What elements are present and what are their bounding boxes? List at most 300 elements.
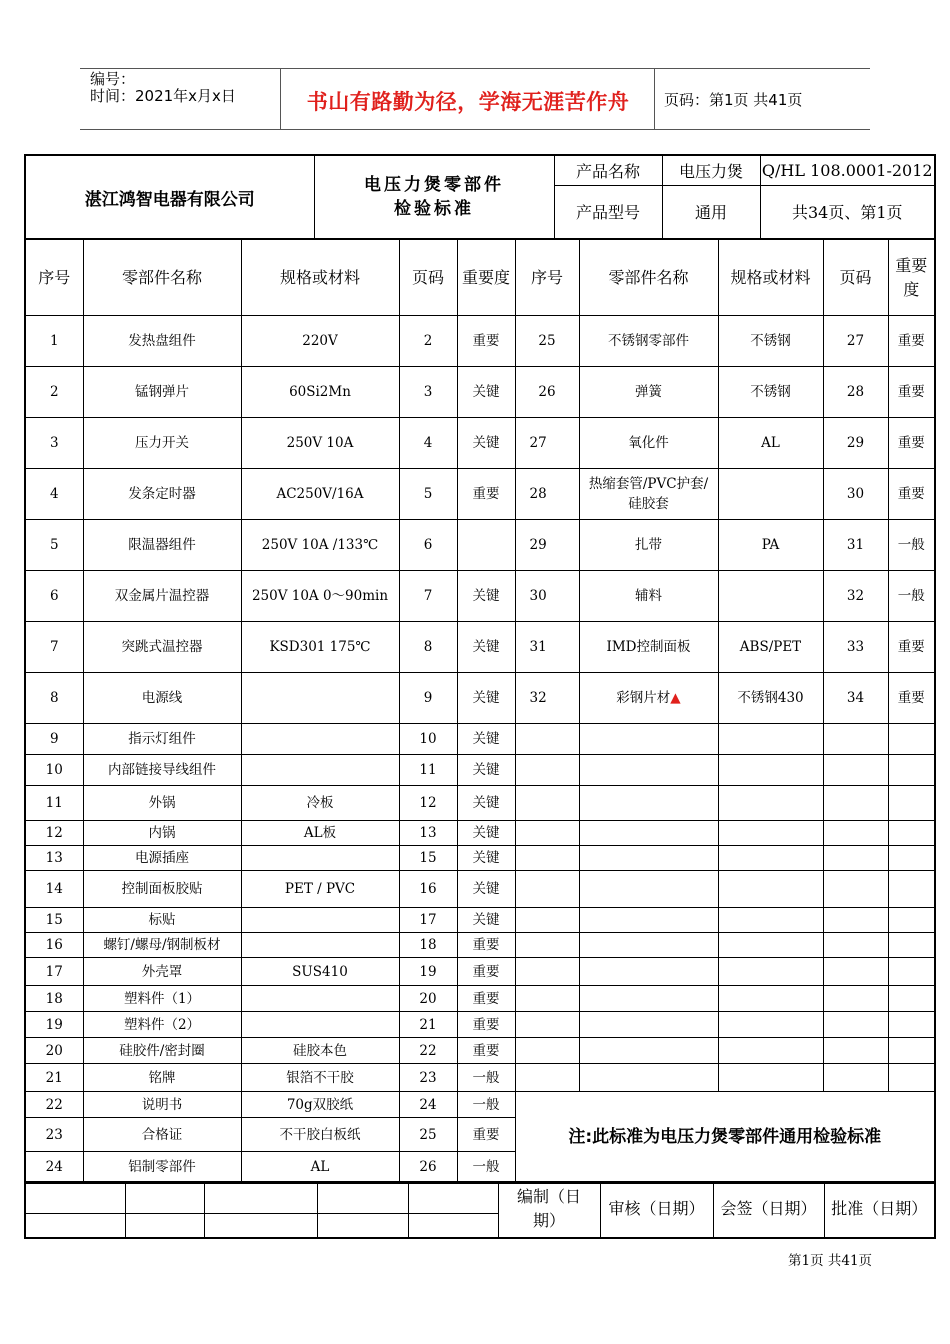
empty-cell (823, 755, 888, 786)
part-name: 标贴 (83, 908, 241, 933)
part-spec (718, 469, 823, 520)
part-importance: 关键 (457, 821, 515, 846)
part-name-text: 扎带 (635, 537, 662, 553)
table-row (25, 316, 935, 367)
part-spec: 250V 10A 0～90min (241, 571, 399, 622)
empty-cell (888, 1064, 935, 1092)
col-header-name: 零部件名称 (579, 240, 718, 316)
part-page: 25 (399, 1118, 457, 1152)
part-importance: 重要 (457, 469, 515, 520)
part-importance: 重要 (888, 316, 935, 367)
part-spec: AL (241, 1152, 399, 1183)
signoff-blank-cell (25, 1214, 125, 1238)
empty-cell (515, 846, 579, 871)
empty-cell (579, 786, 718, 821)
part-spec: 硅胶本色 (241, 1038, 399, 1064)
col-header-seq: 序号 (515, 240, 579, 316)
empty-cell (888, 1012, 935, 1038)
part-name-text: 热缩套管/PVC护套/硅胶套 (588, 476, 709, 512)
empty-cell (718, 1064, 823, 1092)
empty-cell (888, 871, 935, 908)
part-spec (241, 1012, 399, 1038)
part-name-text: 弹簧 (635, 384, 662, 400)
empty-cell (888, 933, 935, 958)
part-spec: SUS410 (241, 958, 399, 986)
part-spec: 不锈钢 (718, 316, 823, 367)
part-seq: 1 (25, 316, 83, 367)
part-importance: 重要 (888, 673, 935, 724)
part-spec: 250V 10A /133℃ (241, 520, 399, 571)
signoff-blank-cell (204, 1214, 317, 1238)
part-name: 说明书 (83, 1092, 241, 1118)
part-name: 螺钉/螺母/钢制板材 (83, 933, 241, 958)
empty-cell (823, 1038, 888, 1064)
part-seq: 12 (25, 821, 83, 846)
table-row (25, 571, 935, 622)
empty-cell (718, 958, 823, 986)
signoff-blank-cell (317, 1182, 408, 1214)
part-seq: 4 (25, 469, 83, 520)
product-name-label: 产品名称 (554, 155, 662, 185)
part-page: 6 (399, 520, 457, 571)
part-page: 29 (823, 418, 888, 469)
part-page: 18 (399, 933, 457, 958)
part-importance: 关键 (457, 786, 515, 821)
warning-triangle-icon: ▲ (670, 690, 681, 706)
part-name (579, 520, 718, 571)
part-page: 8 (399, 622, 457, 673)
empty-cell (823, 1064, 888, 1092)
part-seq: 5 (25, 520, 83, 571)
part-seq: 24 (25, 1152, 83, 1183)
empty-cell (579, 958, 718, 986)
empty-cell (718, 1038, 823, 1064)
part-name: 双金属片温控器 (83, 571, 241, 622)
signoff-blank-cell (125, 1214, 204, 1238)
empty-cell (888, 724, 935, 755)
part-name: 硅胶件/密封圈 (83, 1038, 241, 1064)
part-importance: 重要 (457, 1012, 515, 1038)
part-page: 11 (399, 755, 457, 786)
part-page: 15 (399, 846, 457, 871)
empty-cell (515, 871, 579, 908)
part-page: 30 (823, 469, 888, 520)
part-name: 突跳式温控器 (83, 622, 241, 673)
part-seq: 31 (515, 622, 579, 673)
part-importance: 重要 (457, 1118, 515, 1152)
table-row (25, 622, 935, 673)
empty-cell (515, 1012, 579, 1038)
part-spec: AL (718, 418, 823, 469)
part-importance: 一般 (888, 571, 935, 622)
empty-cell (579, 933, 718, 958)
part-name: 锰钢弹片 (83, 367, 241, 418)
empty-cell (718, 908, 823, 933)
part-seq: 22 (25, 1092, 83, 1118)
note-cell: 注:此标准为电压力煲零部件通用检验标准 (515, 1092, 935, 1183)
part-spec: 220V (241, 316, 399, 367)
empty-cell (515, 821, 579, 846)
part-page: 13 (399, 821, 457, 846)
empty-cell (579, 908, 718, 933)
part-seq: 21 (25, 1064, 83, 1092)
motto: 书山有路勤为径，学海无涯苦作舟 (306, 90, 630, 114)
part-spec: 不锈钢 (718, 367, 823, 418)
part-name-text: 彩钢片材 (616, 690, 671, 706)
company-name: 湛江鸿智电器有限公司 (25, 155, 314, 239)
empty-cell (888, 908, 935, 933)
part-spec: ABS/PET (718, 622, 823, 673)
part-seq: 14 (25, 871, 83, 908)
part-name: 压力开关 (83, 418, 241, 469)
table-row (25, 724, 935, 755)
part-seq: 9 (25, 724, 83, 755)
top-header (80, 68, 870, 130)
empty-cell (515, 755, 579, 786)
empty-cell (888, 958, 935, 986)
col-header-seq: 序号 (25, 240, 83, 316)
part-importance: 关键 (457, 871, 515, 908)
table-row (25, 1038, 935, 1064)
part-seq: 15 (25, 908, 83, 933)
header-page-info: 页码：第1页 共41页 (664, 91, 803, 109)
table-row (25, 786, 935, 821)
header-divider (654, 69, 655, 129)
empty-cell (718, 1012, 823, 1038)
part-spec: 250V 10A (241, 418, 399, 469)
table-row (25, 821, 935, 846)
product-model-value: 通用 (662, 185, 760, 239)
table-row (25, 673, 935, 724)
part-seq: 25 (515, 316, 579, 367)
table-row (25, 846, 935, 871)
part-page: 27 (823, 316, 888, 367)
table-row (25, 933, 935, 958)
col-header-page: 页码 (823, 240, 888, 316)
empty-cell (823, 846, 888, 871)
empty-cell (579, 821, 718, 846)
col-header-spec: 规格或材料 (241, 240, 399, 316)
part-name (579, 622, 718, 673)
empty-cell (718, 933, 823, 958)
document-title (314, 155, 554, 239)
empty-cell (823, 871, 888, 908)
part-page: 20 (399, 986, 457, 1012)
table-row (25, 469, 935, 520)
signoff-blank-cell (25, 1182, 125, 1214)
part-spec: 70g双胶纸 (241, 1092, 399, 1118)
number-label: 编号： (90, 70, 136, 88)
part-importance: 重要 (888, 622, 935, 673)
part-page: 10 (399, 724, 457, 755)
part-importance: 重要 (457, 986, 515, 1012)
part-name: 内部链接导线组件 (83, 755, 241, 786)
signoff-table (24, 1181, 936, 1239)
part-page: 16 (399, 871, 457, 908)
part-page: 5 (399, 469, 457, 520)
part-spec (241, 673, 399, 724)
part-importance: 关键 (457, 755, 515, 786)
empty-cell (823, 786, 888, 821)
empty-cell (515, 933, 579, 958)
empty-cell (888, 986, 935, 1012)
part-spec: AC250V/16A (241, 469, 399, 520)
table-row (25, 755, 935, 786)
part-seq: 2 (25, 367, 83, 418)
part-name: 发条定时器 (83, 469, 241, 520)
part-page: 33 (823, 622, 888, 673)
part-importance: 重要 (888, 367, 935, 418)
part-seq: 18 (25, 986, 83, 1012)
table-row (25, 871, 935, 908)
part-page: 7 (399, 571, 457, 622)
part-seq: 3 (25, 418, 83, 469)
empty-cell (579, 1064, 718, 1092)
part-importance: 关键 (457, 908, 515, 933)
part-name: 铝制零部件 (83, 1152, 241, 1183)
empty-cell (823, 1012, 888, 1038)
table-header-row (25, 240, 935, 316)
table-row (25, 1092, 935, 1118)
part-importance: 重要 (457, 958, 515, 986)
part-spec: 不干胶白板纸 (241, 1118, 399, 1152)
part-name (579, 367, 718, 418)
empty-cell (515, 958, 579, 986)
part-importance: 重要 (457, 316, 515, 367)
empty-cell (888, 1038, 935, 1064)
signoff-blank-cell (125, 1182, 204, 1214)
part-spec (241, 986, 399, 1012)
part-spec (241, 755, 399, 786)
signoff-blank-cell (408, 1182, 498, 1214)
part-page: 34 (823, 673, 888, 724)
empty-cell (823, 986, 888, 1012)
part-name: 发热盘组件 (83, 316, 241, 367)
part-spec: 冷板 (241, 786, 399, 821)
part-seq: 27 (515, 418, 579, 469)
empty-cell (579, 1012, 718, 1038)
title-line-1: 电压力煲零部件 (364, 175, 504, 195)
part-page: 2 (399, 316, 457, 367)
part-spec: 60Si2Mn (241, 367, 399, 418)
part-importance: 关键 (457, 367, 515, 418)
doc-page-info: 共34页、第1页 (760, 185, 935, 239)
header-divider (280, 69, 281, 129)
standard-code: Q/HL 108.0001-2012 (760, 155, 935, 185)
empty-cell (823, 821, 888, 846)
part-name: 塑料件（2） (83, 1012, 241, 1038)
empty-cell (823, 724, 888, 755)
col-header-page: 页码 (399, 240, 457, 316)
document-header-table (24, 154, 936, 240)
part-seq: 7 (25, 622, 83, 673)
empty-cell (718, 821, 823, 846)
part-importance: 关键 (457, 571, 515, 622)
part-name: 控制面板胶贴 (83, 871, 241, 908)
empty-cell (579, 871, 718, 908)
empty-cell (718, 986, 823, 1012)
part-importance: 一般 (888, 520, 935, 571)
part-name: 电源线 (83, 673, 241, 724)
part-name-text: 辅料 (635, 588, 662, 604)
part-name: 电源插座 (83, 846, 241, 871)
empty-cell (579, 1038, 718, 1064)
empty-cell (823, 933, 888, 958)
review-date: 审核（日期） (600, 1182, 713, 1238)
part-name: 铭牌 (83, 1064, 241, 1092)
table-row (25, 367, 935, 418)
part-page: 24 (399, 1092, 457, 1118)
part-page: 17 (399, 908, 457, 933)
part-name: 指示灯组件 (83, 724, 241, 755)
part-seq: 17 (25, 958, 83, 986)
part-seq: 30 (515, 571, 579, 622)
part-page: 19 (399, 958, 457, 986)
empty-cell (718, 846, 823, 871)
part-spec (241, 933, 399, 958)
table-row (25, 908, 935, 933)
part-seq: 11 (25, 786, 83, 821)
part-name: 限温器组件 (83, 520, 241, 571)
part-page: 32 (823, 571, 888, 622)
part-page: 28 (823, 367, 888, 418)
part-spec (718, 571, 823, 622)
empty-cell (579, 846, 718, 871)
part-importance: 一般 (457, 1064, 515, 1092)
part-spec: 不锈钢430 (718, 673, 823, 724)
part-seq: 28 (515, 469, 579, 520)
empty-cell (579, 755, 718, 786)
part-seq: 29 (515, 520, 579, 571)
part-page: 9 (399, 673, 457, 724)
part-page: 4 (399, 418, 457, 469)
empty-cell (718, 871, 823, 908)
empty-cell (579, 724, 718, 755)
part-importance: 关键 (457, 724, 515, 755)
title-line-2: 检验标准 (394, 199, 474, 219)
empty-cell (515, 908, 579, 933)
part-seq: 20 (25, 1038, 83, 1064)
table-row (25, 958, 935, 986)
part-name: 合格证 (83, 1118, 241, 1152)
part-importance (457, 520, 515, 571)
part-spec: 银箔不干胶 (241, 1064, 399, 1092)
col-header-spec: 规格或材料 (718, 240, 823, 316)
parts-table (24, 239, 936, 1184)
empty-cell (888, 846, 935, 871)
part-spec: KSD301 175℃ (241, 622, 399, 673)
empty-cell (515, 724, 579, 755)
empty-cell (718, 755, 823, 786)
part-spec: PA (718, 520, 823, 571)
part-spec (241, 724, 399, 755)
part-seq: 6 (25, 571, 83, 622)
page-footer: 第1页 共41页 (788, 1253, 873, 1269)
part-name (579, 673, 718, 724)
part-name: 外壳罩 (83, 958, 241, 986)
table-row (25, 520, 935, 571)
compile-date: 编制（日期） (498, 1182, 600, 1238)
empty-cell (515, 786, 579, 821)
part-seq: 26 (515, 367, 579, 418)
part-importance: 关键 (457, 846, 515, 871)
col-header-name: 零部件名称 (83, 240, 241, 316)
part-name: 塑料件（1） (83, 986, 241, 1012)
signoff-blank-cell (204, 1182, 317, 1214)
part-name: 内锅 (83, 821, 241, 846)
empty-cell (579, 986, 718, 1012)
part-importance: 重要 (888, 469, 935, 520)
part-importance: 重要 (457, 933, 515, 958)
part-page: 23 (399, 1064, 457, 1092)
part-seq: 10 (25, 755, 83, 786)
part-page: 3 (399, 367, 457, 418)
part-importance: 关键 (457, 622, 515, 673)
empty-cell (718, 786, 823, 821)
part-spec: AL板 (241, 821, 399, 846)
part-importance: 关键 (457, 418, 515, 469)
part-name (579, 316, 718, 367)
part-spec (241, 908, 399, 933)
countersign-date: 会签（日期） (713, 1182, 824, 1238)
empty-cell (823, 908, 888, 933)
part-seq: 23 (25, 1118, 83, 1152)
empty-cell (888, 821, 935, 846)
part-page: 31 (823, 520, 888, 571)
part-spec (241, 846, 399, 871)
approve-date: 批准（日期） (824, 1182, 935, 1238)
part-name (579, 571, 718, 622)
col-header-importance: 重要度 (457, 240, 515, 316)
empty-cell (515, 1038, 579, 1064)
part-importance: 一般 (457, 1092, 515, 1118)
part-importance: 重要 (888, 418, 935, 469)
header-meta (90, 71, 236, 105)
part-page: 26 (399, 1152, 457, 1183)
part-name-text: IMD控制面板 (606, 639, 691, 655)
part-page: 21 (399, 1012, 457, 1038)
part-page: 22 (399, 1038, 457, 1064)
part-name-text: 不锈钢零部件 (608, 333, 689, 349)
col-header-importance: 重要度 (888, 240, 935, 316)
signoff-blank-cell (408, 1214, 498, 1238)
part-name: 外锅 (83, 786, 241, 821)
empty-cell (515, 1064, 579, 1092)
part-importance: 关键 (457, 673, 515, 724)
table-row (25, 986, 935, 1012)
table-row (25, 1064, 935, 1092)
empty-cell (888, 755, 935, 786)
part-name-text: 氧化件 (628, 435, 669, 451)
part-seq: 32 (515, 673, 579, 724)
empty-cell (515, 986, 579, 1012)
empty-cell (888, 786, 935, 821)
product-name-value: 电压力煲 (662, 155, 760, 185)
part-name (579, 469, 718, 520)
empty-cell (718, 724, 823, 755)
part-seq: 19 (25, 1012, 83, 1038)
part-name (579, 418, 718, 469)
part-page: 12 (399, 786, 457, 821)
table-row (25, 1012, 935, 1038)
part-importance: 一般 (457, 1152, 515, 1183)
part-seq: 8 (25, 673, 83, 724)
part-seq: 16 (25, 933, 83, 958)
empty-cell (823, 958, 888, 986)
signoff-blank-cell (317, 1214, 408, 1238)
time-label: 时间：2021年x月x日 (90, 87, 236, 105)
table-row (25, 418, 935, 469)
